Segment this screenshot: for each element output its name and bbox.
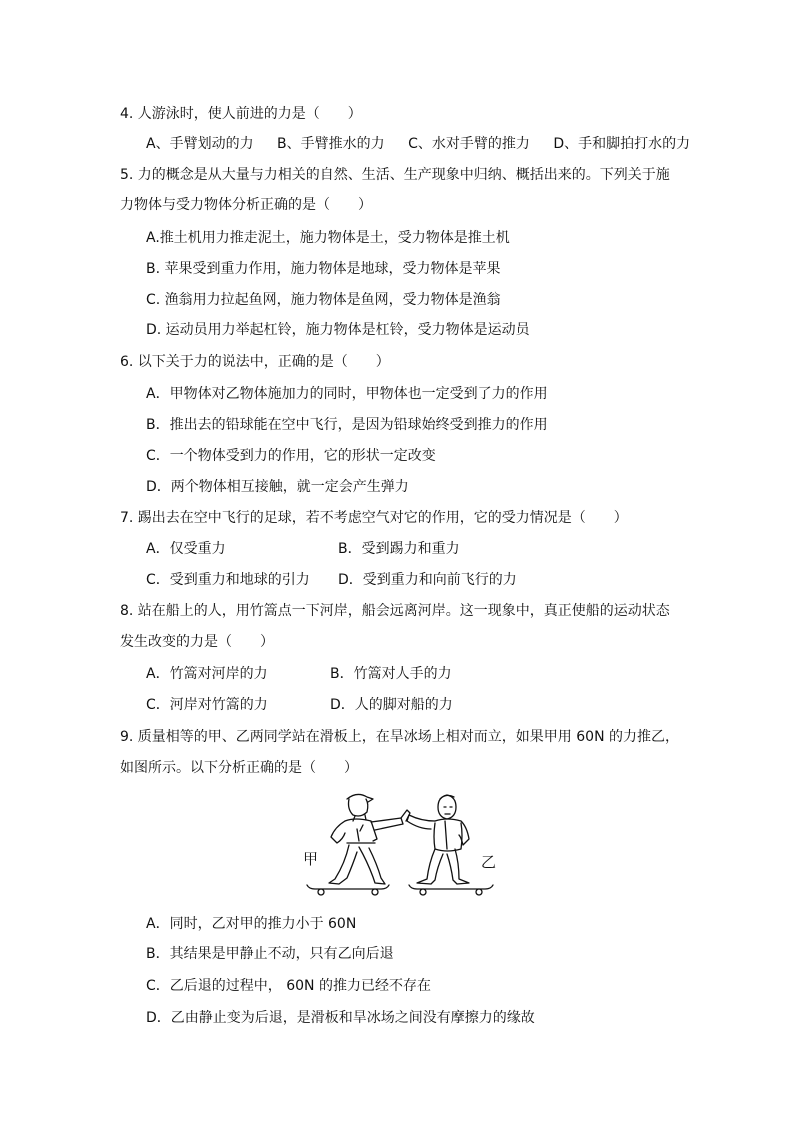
question-8-option-a[interactable]: A．竹篙对河岸的力 (146, 666, 268, 682)
question-5-option-a[interactable]: A.推土机用力推走泥土，施力物体是土，受力物体是推土机 (146, 230, 510, 246)
figure-label-jia: 甲 (303, 850, 319, 868)
question-5-option-d[interactable]: D. 运动员用力举起杠铃，施力物体是杠铃，受力物体是运动员 (146, 322, 530, 338)
option-b[interactable]: B、手臂推水的力 (277, 136, 385, 152)
question-9-stem-line-2: 如图所示。以下分析正确的是（ ） (120, 760, 358, 776)
question-6-option-b[interactable]: B．推出去的铅球能在空中飞行，是因为铅球始终受到推力的作用 (146, 417, 548, 433)
question-9-option-a[interactable]: A．同时，乙对甲的推力小于 60N (146, 916, 357, 932)
question-8-stem-line-2: 发生改变的力是（ ） (120, 634, 274, 650)
question-8-option-c[interactable]: C．河岸对竹篙的力 (146, 697, 268, 713)
skateboard-yi-drawing (409, 885, 493, 895)
question-9-option-c[interactable]: C．乙后退的过程中， 60N 的推力已经不存在 (146, 978, 431, 994)
question-6-stem: 6. 以下关于力的说法中，正确的是（ ） (120, 354, 390, 370)
question-5-stem-line-1: 5. 力的概念是从大量与力相关的自然、生活、生产现象中归纳、概括出来的。下列关于施 (120, 167, 670, 183)
question-5-stem-line-2: 力物体与受力物体分析正确的是（ ） (120, 197, 372, 213)
question-8-option-b[interactable]: B．竹篙对人手的力 (330, 666, 452, 682)
question-7-option-d[interactable]: D．受到重力和向前飞行的力 (338, 572, 517, 588)
question-7-stem: 7. 踢出去在空中飞行的足球，若不考虑空气对它的作用，它的受力情况是（ ） (120, 510, 628, 526)
option-c[interactable]: C、水对手臂的推力 (408, 136, 530, 152)
question-7-option-c[interactable]: C．受到重力和地球的引力 (146, 572, 310, 588)
question-5-option-b[interactable]: B. 苹果受到重力作用，施力物体是地球，受力物体是苹果 (146, 261, 501, 277)
question-4-options (146, 135, 709, 153)
skateboard-figure-drawing (295, 785, 500, 897)
question-7-option-a[interactable]: A．仅受重力 (146, 541, 226, 557)
question-6-option-c[interactable]: C．一个物体受到力的作用，它的形状一定改变 (146, 448, 436, 464)
question-8-stem-line-1: 8. 站在船上的人，用竹篙点一下河岸，船会远离河岸。这一现象中，真正使船的运动状态 (120, 603, 670, 619)
question-7-option-b[interactable]: B．受到踢力和重力 (338, 541, 460, 557)
skateboard-push-figure (295, 785, 500, 897)
option-a[interactable]: A、手臂划动的力 (146, 136, 254, 152)
question-6-option-d[interactable]: D．两个物体相互接触，就一定会产生弹力 (146, 479, 409, 495)
person-yi-drawing (407, 795, 469, 884)
question-8-option-d[interactable]: D．人的脚对船的力 (330, 697, 453, 713)
option-d[interactable]: D、手和脚拍打水的力 (553, 136, 691, 152)
skateboard-jia-drawing (307, 885, 389, 895)
question-9-stem-line-1: 9. 质量相等的甲、乙两同学站在滑板上，在旱冰场上相对而立，如果甲用 60N 的力推乙， (120, 729, 679, 745)
question-6-option-a[interactable]: A．甲物体对乙物体施加力的同时，甲物体也一定受到了力的作用 (146, 386, 548, 402)
person-jia-drawing (329, 794, 410, 884)
question-9-option-b[interactable]: B．其结果是甲静止不动，只有乙向后退 (146, 946, 394, 962)
question-4-stem: 4. 人游泳时，使人前进的力是（ ） (120, 106, 362, 122)
question-9-option-d[interactable]: D．乙由静止变为后退，是滑板和旱冰场之间没有摩擦力的缘故 (146, 1010, 535, 1026)
question-5-option-c[interactable]: C. 渔翁用力拉起鱼网，施力物体是鱼网，受力物体是渔翁 (146, 292, 501, 308)
figure-label-yi: 乙 (481, 853, 497, 871)
